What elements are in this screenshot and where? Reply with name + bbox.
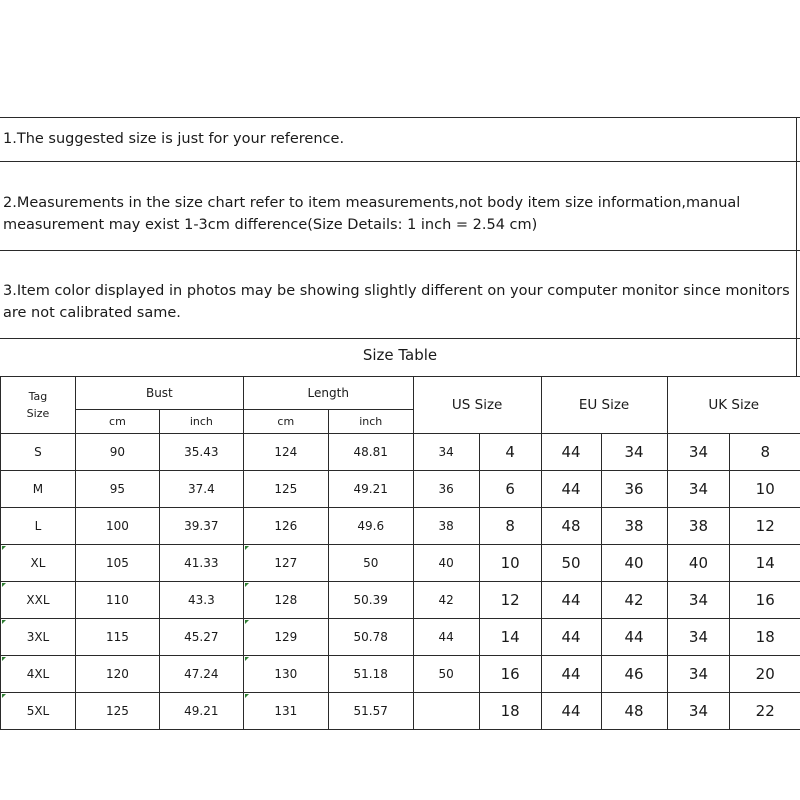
uk-size-cell: 40	[667, 545, 730, 582]
cell-marker-icon	[245, 546, 249, 550]
right-border	[796, 117, 797, 377]
length-cm-cell: 131	[243, 693, 328, 730]
eu-size-cell: 36	[601, 471, 667, 508]
eu-size-cell: 48	[601, 693, 667, 730]
uk-size-cell: 34	[667, 693, 730, 730]
tag-cell: 3XL	[1, 619, 76, 656]
note-3: 3.Item color displayed in photos may be showing slightly different on your computer monitor since monitors are not calibrated same.	[3, 283, 790, 321]
divider	[0, 338, 800, 339]
length-cm-cell: 129	[243, 619, 328, 656]
us-size-cell: 14	[479, 619, 541, 656]
length-cm-header: cm	[243, 410, 328, 434]
bust-cm-cell: 120	[75, 656, 159, 693]
eu-size-cell: 44	[541, 656, 601, 693]
us-size-cell: 38	[413, 508, 479, 545]
uk-size-cell: 34	[667, 619, 730, 656]
us-size-cell: 16	[479, 656, 541, 693]
us-size-cell: 50	[413, 656, 479, 693]
tag-cell: M	[1, 471, 76, 508]
eu-size-cell: 40	[601, 545, 667, 582]
table-row	[1, 508, 800, 545]
length-header: Length	[243, 377, 413, 410]
table-row	[1, 619, 800, 656]
uk-size-cell: 18	[730, 619, 800, 656]
eu-size-header: EU Size	[541, 377, 667, 434]
size-table-title: Size Table	[362, 346, 438, 364]
table-row	[1, 471, 800, 508]
table-row	[1, 434, 800, 471]
length-cm-cell: 125	[243, 471, 328, 508]
us-size-cell: 42	[413, 582, 479, 619]
length-cm-cell: 124	[243, 434, 328, 471]
cell-marker-icon	[2, 583, 6, 587]
length-inch-cell: 50.39	[328, 582, 413, 619]
uk-size-cell: 34	[667, 656, 730, 693]
bust-inch-cell: 39.37	[159, 508, 243, 545]
bust-cm-cell: 95	[75, 471, 159, 508]
cell-marker-icon	[2, 657, 6, 661]
bust-cm-header: cm	[75, 410, 159, 434]
table-row	[1, 656, 800, 693]
cell-marker-icon	[2, 694, 6, 698]
length-inch-header: inch	[328, 410, 413, 434]
divider	[0, 161, 800, 162]
uk-size-cell: 10	[730, 471, 800, 508]
length-cm-cell: 130	[243, 656, 328, 693]
uk-size-header: UK Size	[667, 377, 800, 434]
length-inch-cell: 48.81	[328, 434, 413, 471]
us-size-cell: 10	[479, 545, 541, 582]
eu-size-cell: 50	[541, 545, 601, 582]
us-size-cell: 12	[479, 582, 541, 619]
us-size-header: US Size	[413, 377, 541, 434]
bust-cm-cell: 100	[75, 508, 159, 545]
eu-size-cell: 44	[541, 619, 601, 656]
bust-cm-cell: 125	[75, 693, 159, 730]
uk-size-cell: 20	[730, 656, 800, 693]
divider	[0, 117, 800, 118]
tag-cell: XXL	[1, 582, 76, 619]
length-cm-cell: 128	[243, 582, 328, 619]
eu-size-cell: 34	[601, 434, 667, 471]
cell-marker-icon	[245, 583, 249, 587]
length-cm-cell: 126	[243, 508, 328, 545]
us-size-cell: 44	[413, 619, 479, 656]
length-inch-cell: 49.6	[328, 508, 413, 545]
us-size-cell	[413, 693, 479, 730]
bust-inch-cell: 37.4	[159, 471, 243, 508]
tag-size-header: Tag Size	[1, 377, 76, 434]
length-inch-cell: 51.57	[328, 693, 413, 730]
bust-cm-cell: 90	[75, 434, 159, 471]
bust-cm-cell: 115	[75, 619, 159, 656]
note-2: 2.Measurements in the size chart refer to item measurements,not body item size information,manual measurement may exist 1-3cm difference(Size Details: 1 inch = 2.54 cm)	[3, 195, 741, 233]
length-inch-cell: 50	[328, 545, 413, 582]
uk-size-cell: 34	[667, 582, 730, 619]
eu-size-cell: 44	[601, 619, 667, 656]
bust-inch-cell: 47.24	[159, 656, 243, 693]
eu-size-cell: 42	[601, 582, 667, 619]
cell-marker-icon	[245, 620, 249, 624]
note-1: 1.The suggested size is just for your reference.	[3, 131, 345, 147]
length-cm-cell: 127	[243, 545, 328, 582]
bust-header: Bust	[75, 377, 243, 410]
header-row	[1, 377, 800, 410]
uk-size-cell: 34	[667, 471, 730, 508]
table-row	[1, 582, 800, 619]
tag-cell: L	[1, 508, 76, 545]
bust-inch-cell: 49.21	[159, 693, 243, 730]
bust-inch-cell: 43.3	[159, 582, 243, 619]
length-inch-cell: 51.18	[328, 656, 413, 693]
uk-size-cell: 22	[730, 693, 800, 730]
eu-size-cell: 44	[541, 434, 601, 471]
us-size-cell: 8	[479, 508, 541, 545]
divider	[0, 250, 800, 251]
tag-cell: 5XL	[1, 693, 76, 730]
uk-size-cell: 14	[730, 545, 800, 582]
table-row	[1, 545, 800, 582]
uk-size-cell: 38	[667, 508, 730, 545]
uk-size-cell: 12	[730, 508, 800, 545]
bust-cm-cell: 110	[75, 582, 159, 619]
cell-marker-icon	[2, 546, 6, 550]
us-size-cell: 36	[413, 471, 479, 508]
tag-cell: 4XL	[1, 656, 76, 693]
tag-cell: XL	[1, 545, 76, 582]
uk-size-cell: 8	[730, 434, 800, 471]
bust-inch-cell: 45.27	[159, 619, 243, 656]
size-table	[0, 376, 800, 730]
eu-size-cell: 38	[601, 508, 667, 545]
bust-inch-header: inch	[159, 410, 243, 434]
table-row	[1, 693, 800, 730]
us-size-cell: 18	[479, 693, 541, 730]
bust-inch-cell: 41.33	[159, 545, 243, 582]
length-inch-cell: 49.21	[328, 471, 413, 508]
eu-size-cell: 46	[601, 656, 667, 693]
cell-marker-icon	[245, 657, 249, 661]
eu-size-cell: 48	[541, 508, 601, 545]
us-size-cell: 34	[413, 434, 479, 471]
us-size-cell: 40	[413, 545, 479, 582]
us-size-cell: 4	[479, 434, 541, 471]
bust-cm-cell: 105	[75, 545, 159, 582]
uk-size-cell: 16	[730, 582, 800, 619]
eu-size-cell: 44	[541, 693, 601, 730]
bust-inch-cell: 35.43	[159, 434, 243, 471]
us-size-cell: 6	[479, 471, 541, 508]
length-inch-cell: 50.78	[328, 619, 413, 656]
eu-size-cell: 44	[541, 582, 601, 619]
tag-cell: S	[1, 434, 76, 471]
eu-size-cell: 44	[541, 471, 601, 508]
uk-size-cell: 34	[667, 434, 730, 471]
cell-marker-icon	[245, 694, 249, 698]
cell-marker-icon	[2, 620, 6, 624]
